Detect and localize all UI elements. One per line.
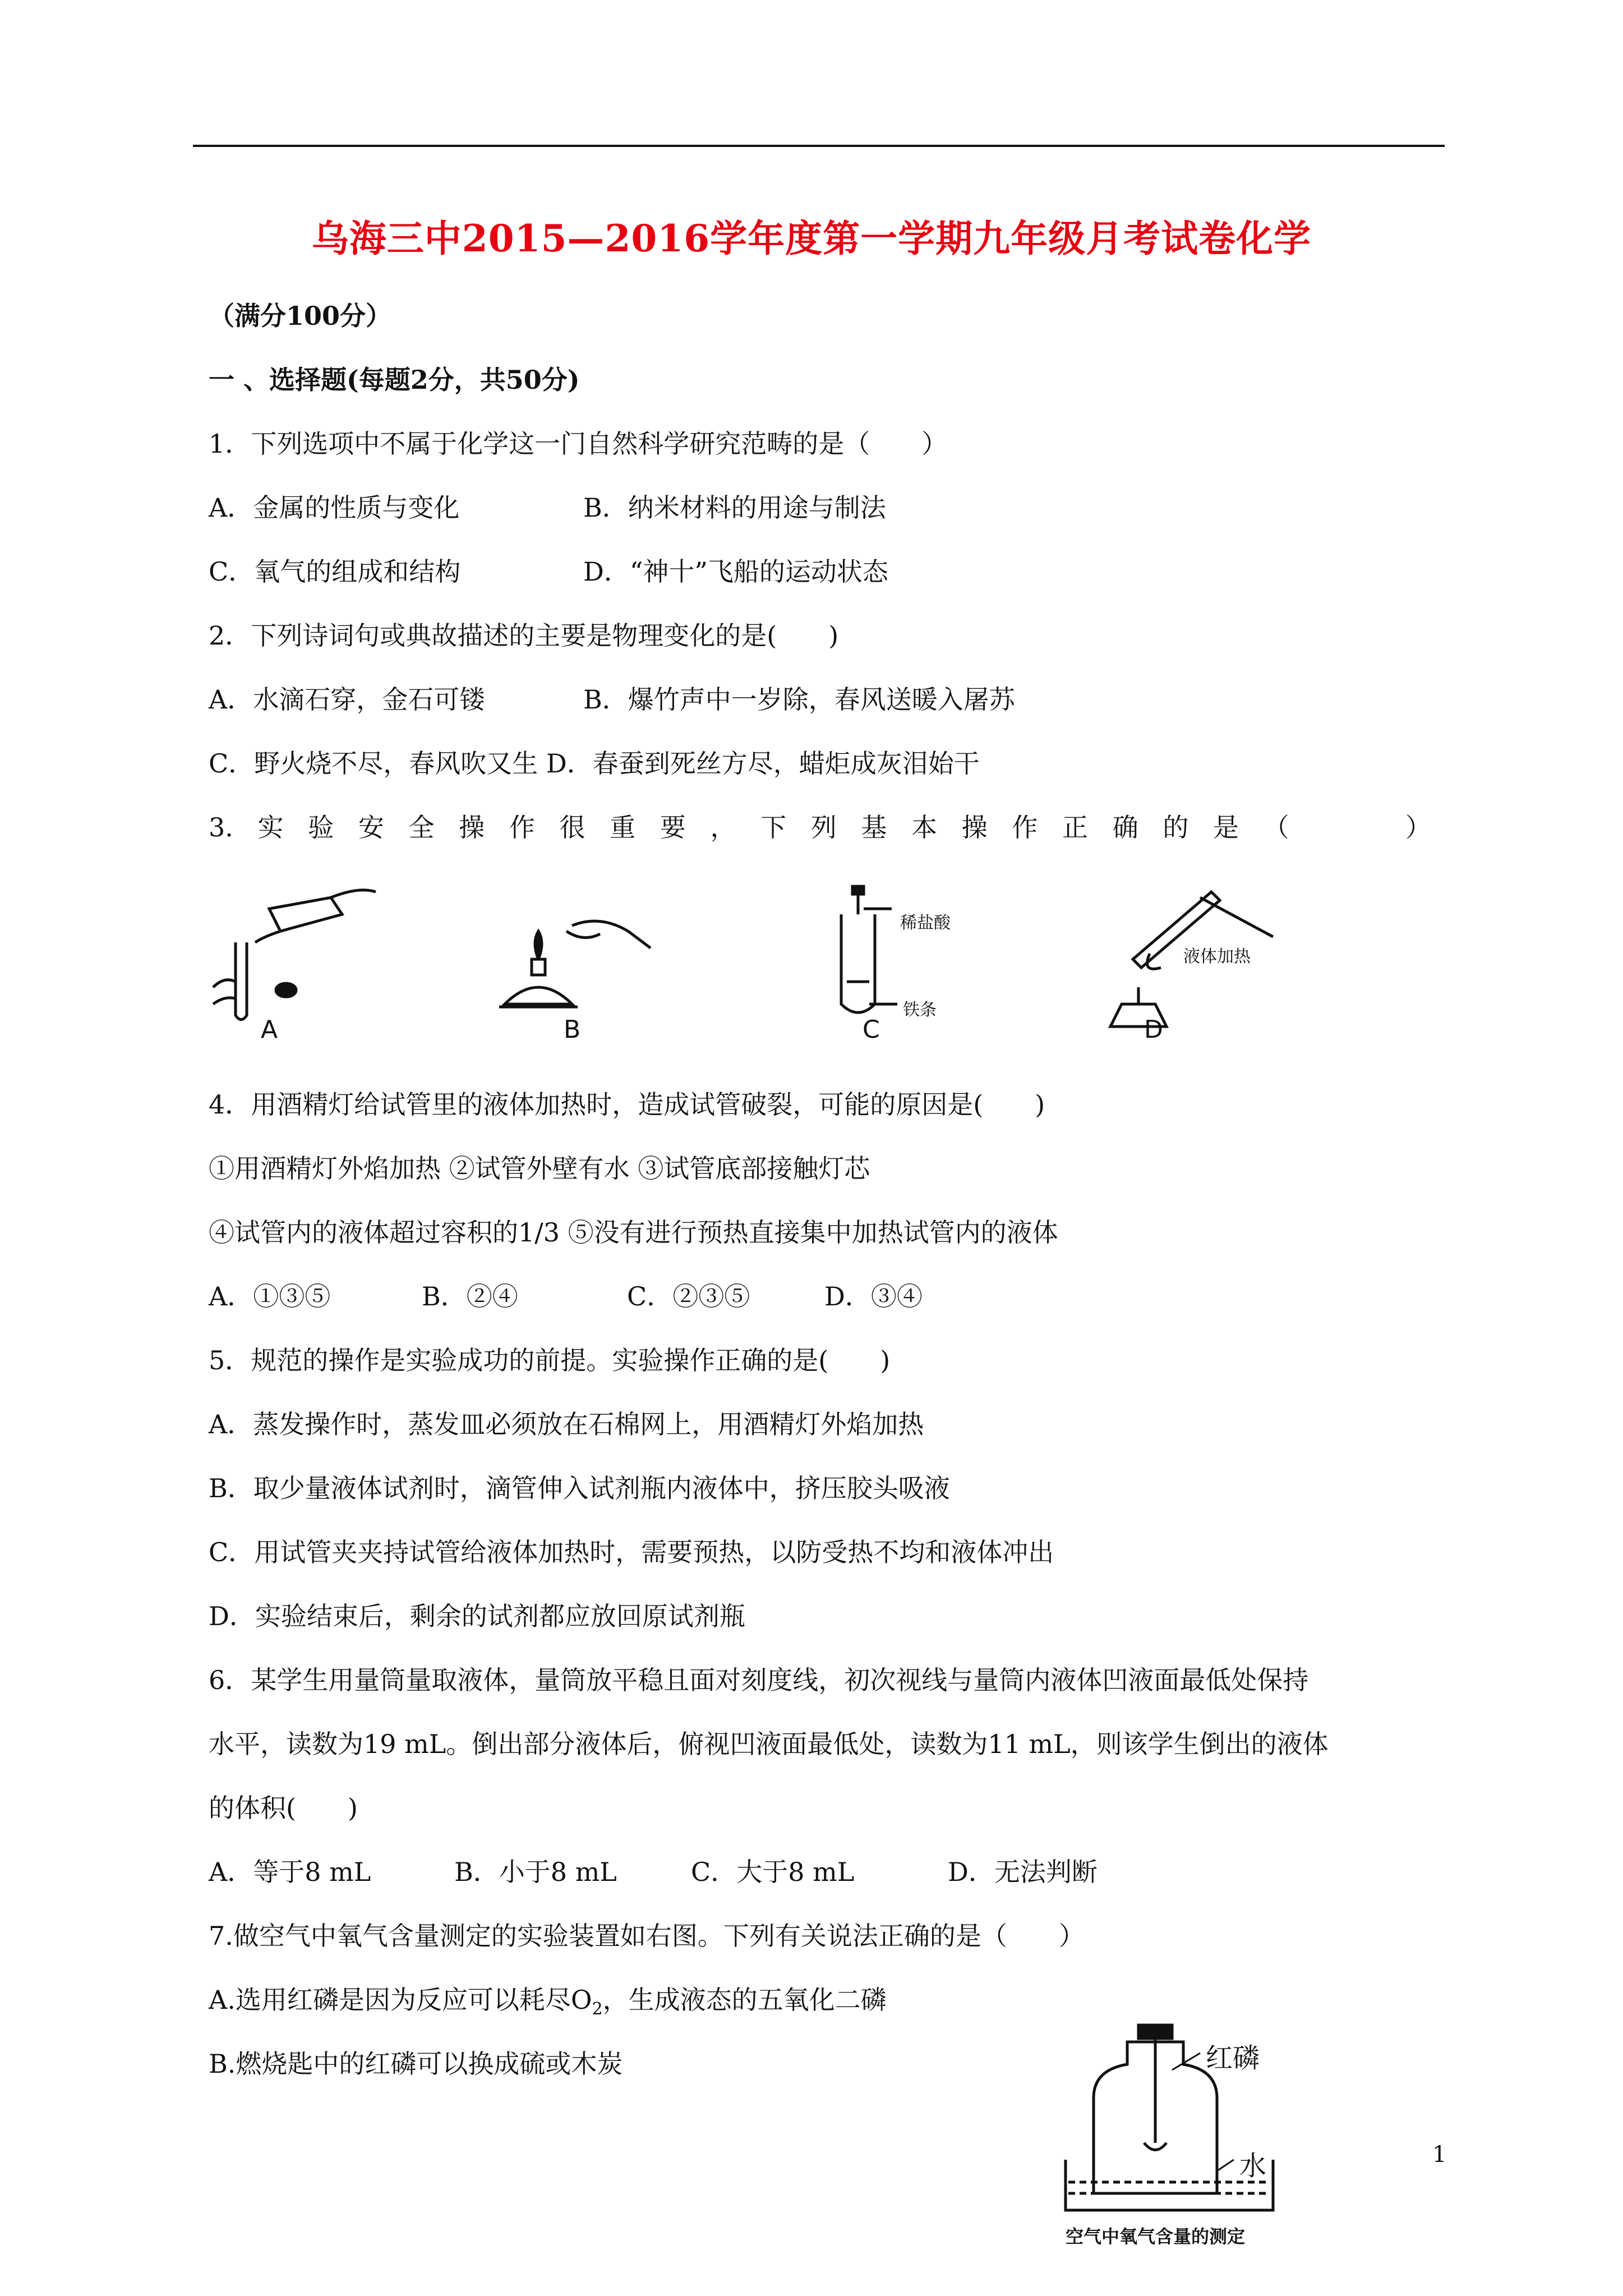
apparatus-caption: 空气中氧气含量的测定	[1066, 2226, 1246, 2247]
q1-option-a: A．金属的性质与变化	[209, 493, 460, 523]
apparatus-water-label: 水	[1239, 2150, 1267, 2182]
q5-stem: 5．规范的操作是实验成功的前提。实验操作正确的是( )	[209, 1345, 891, 1375]
q7-stem: 7.做空气中氧气含量测定的实验装置如右图。下列有关说法正确的是（ ）	[209, 1921, 1085, 1951]
figure-c-label: C	[863, 1015, 880, 1044]
q5-option-a: A．蒸发操作时，蒸发皿必须放在石棉网上，用酒精灯外焰加热	[209, 1409, 924, 1439]
q6-line2: 水平，读数为19 mL。倒出部分液体后，俯视凹液面最低处，读数为11 mL，则该学生倒出的液体	[209, 1729, 1329, 1759]
q5-option-d: D．实验结束后，剩余的试剂都应放回原试剂瓶	[209, 1601, 745, 1631]
q1-option-d: D．“神十”飞船的运动状态	[583, 556, 888, 587]
exam-title: 乌海三中2015—2016学年度第一学期九年级月考试卷化学	[311, 217, 1312, 260]
figure-c-acid-label: 稀盐酸	[900, 913, 951, 933]
section-heading: 一 、选择题(每题2分，共50分)	[209, 365, 580, 395]
q1-option-b: B．纳米材料的用途与制法	[583, 493, 886, 523]
figure-d-label: D	[1144, 1015, 1163, 1044]
q2-option-a: A．水滴石穿，金石可镂	[209, 684, 486, 715]
q4-option-c: C．②③⑤	[627, 1281, 750, 1312]
apparatus-phosphorus-label: 红磷	[1206, 2042, 1260, 2074]
q1-option-c: C．氧气的组成和结构	[209, 556, 461, 587]
figure-b-alcohol-lamp	[482, 875, 673, 1032]
figure-a-label: A	[261, 1015, 278, 1044]
q4-option-a: A．①③⑤	[209, 1281, 331, 1312]
q6-line1: 6．某学生用量筒量取液体，量筒放平稳且面对刻度线，初次视线与量筒内液体凹液面最低处保持	[209, 1665, 1309, 1695]
q4-stem: 4．用酒精灯给试管里的液体加热时，造成试管破裂，可能的原因是( )	[209, 1089, 1045, 1120]
q2-options-cd: C．野火烧不尽，春风吹又生 D．春蚕到死丝方尽，蜡炬成灰泪始干	[209, 748, 980, 779]
figure-d-heating-label: 液体加热	[1183, 947, 1251, 967]
q4-option-d: D．③④	[824, 1281, 923, 1312]
q7-option-a: A.选用红磷是因为反应可以耗尽$O_2$，生成液态的五氧化二磷	[209, 1985, 887, 2019]
q6-option-c: C．大于8 mL	[691, 1857, 855, 1887]
q6-option-d: D．无法判断	[948, 1857, 1098, 1887]
q4-option-b: B．②④	[422, 1281, 518, 1312]
q4-line1: ①用酒精灯外焰加热 ②试管外壁有水 ③试管底部接触灯芯	[209, 1153, 870, 1184]
q2-stem: 2．下列诗词句或典故描述的主要是物理变化的是( )	[209, 620, 839, 651]
q7-option-b: B.燃烧匙中的红磷可以换成硫或木炭	[209, 2049, 623, 2079]
q1-stem: 1．下列选项中不属于化学这一门自然科学研究范畴的是（ ）	[209, 429, 948, 459]
q6-line3: 的体积( )	[209, 1793, 358, 1823]
q6-option-a: A．等于8 mL	[209, 1857, 371, 1887]
q2-option-b: B．爆竹声中一岁除，春风送暖入屠苏	[583, 684, 1015, 715]
header-rule	[193, 145, 1445, 147]
q6-option-b: B．小于8 mL	[454, 1857, 617, 1887]
full-score: （满分100分）	[209, 301, 392, 331]
q4-line2: ④试管内的液体超过容积的1/3 ⑤没有进行预热直接集中加热试管内的液体	[209, 1217, 1058, 1248]
q5-option-b: B．取少量液体试剂时，滴管伸入试剂瓶内液体中，挤压胶头吸液	[209, 1473, 950, 1503]
page-number: 1	[1432, 2142, 1447, 2168]
q5-option-c: C．用试管夹夹持试管给液体加热时，需要预热，以防受热不均和液体冲出	[209, 1537, 1054, 1567]
q3-stem: 3. 实 验 安 全 操 作 很 重 要 ， 下 列 基 本 操 作 正 确 的 是 （ ）	[209, 812, 1431, 843]
figure-b-label: B	[564, 1015, 581, 1044]
q3-figures	[202, 875, 1492, 1055]
figure-c-iron-label: 铁条	[903, 1000, 937, 1020]
figure-a-pouring	[202, 875, 393, 1032]
